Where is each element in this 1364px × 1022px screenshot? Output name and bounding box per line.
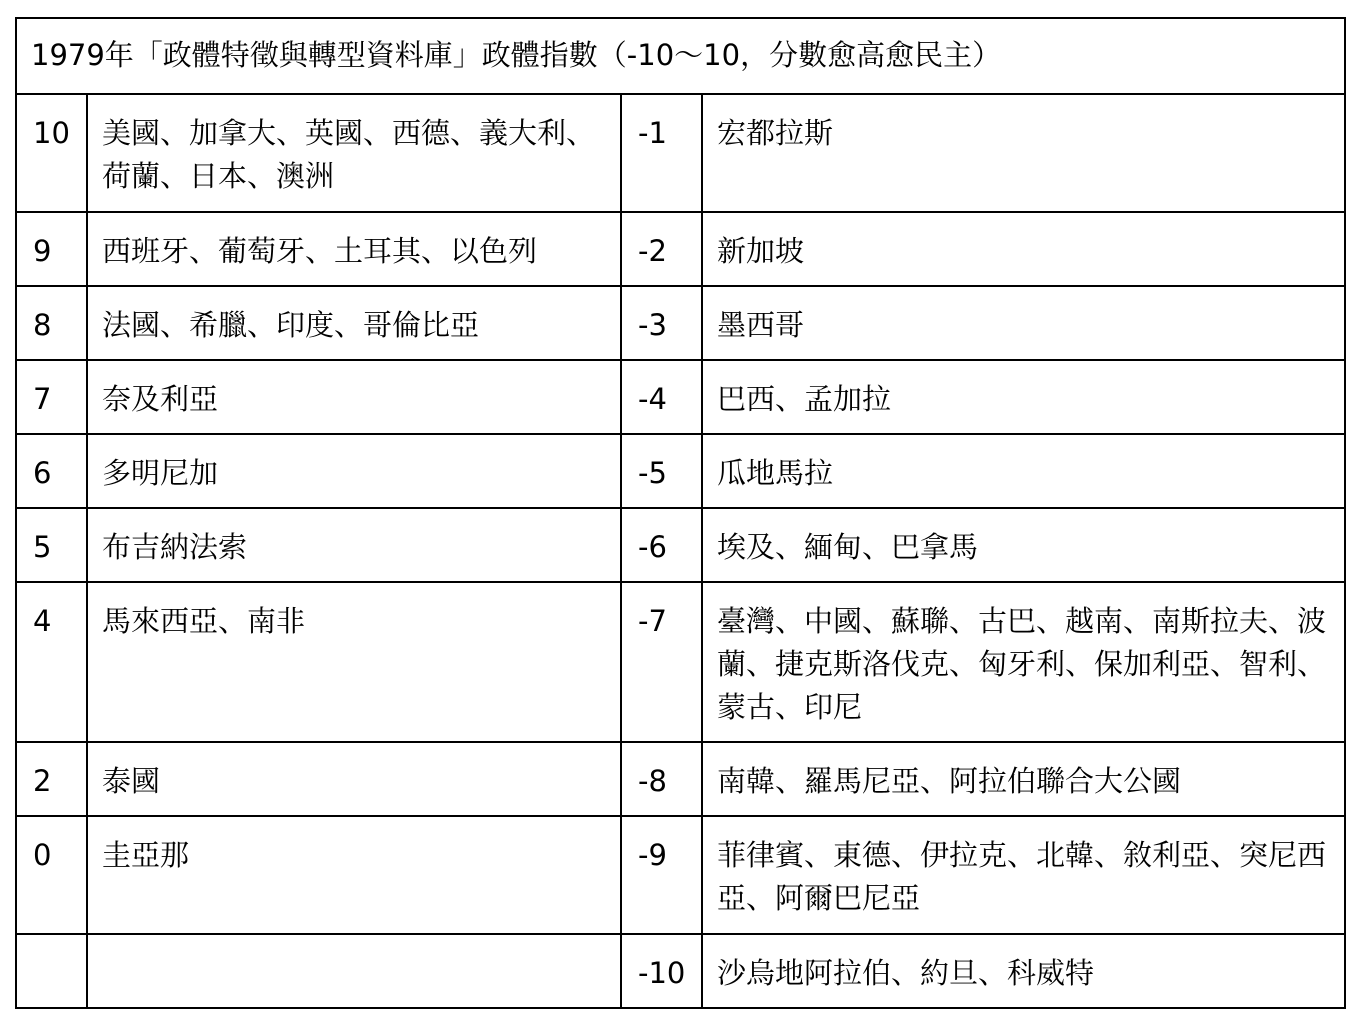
right-score-cell: -1 (621, 94, 702, 212)
table-title-row (16, 18, 1345, 94)
right-countries-cell: 新加坡 (702, 212, 1345, 286)
right-countries-cell: 南韓、羅馬尼亞、阿拉伯聯合大公國 (702, 742, 1345, 816)
right-score-cell: -3 (621, 286, 702, 360)
left-countries-cell: 馬來西亞、南非 (87, 582, 621, 742)
right-score-cell: -5 (621, 434, 702, 508)
table-row (16, 742, 1345, 816)
right-countries-cell: 宏都拉斯 (702, 94, 1345, 212)
table-row (16, 508, 1345, 582)
right-countries-cell: 巴西、孟加拉 (702, 360, 1345, 434)
polity-index-table (15, 17, 1346, 1009)
right-score-cell: -8 (621, 742, 702, 816)
left-score-cell: 7 (16, 360, 87, 434)
left-countries-cell: 泰國 (87, 742, 621, 816)
right-countries-cell: 臺灣、中國、蘇聯、古巴、越南、南斯拉夫、波蘭、捷克斯洛伐克、匈牙利、保加利亞、智利、蒙古、印尼 (702, 582, 1345, 742)
left-score-cell: 10 (16, 94, 87, 212)
right-score-cell: -4 (621, 360, 702, 434)
table-row (16, 212, 1345, 286)
right-countries-cell: 瓜地馬拉 (702, 434, 1345, 508)
left-countries-cell (87, 934, 621, 1008)
left-countries-cell: 布吉納法索 (87, 508, 621, 582)
right-countries-cell: 墨西哥 (702, 286, 1345, 360)
left-countries-cell: 西班牙、葡萄牙、土耳其、以色列 (87, 212, 621, 286)
left-score-cell: 6 (16, 434, 87, 508)
right-score-cell: -2 (621, 212, 702, 286)
right-score-cell: -9 (621, 816, 702, 934)
table-row (16, 582, 1345, 742)
left-score-cell: 9 (16, 212, 87, 286)
left-countries-cell: 多明尼加 (87, 434, 621, 508)
table-title: 1979年「政體特徵與轉型資料庫」政體指數（-10～10，分數愈高愈民主） (16, 18, 1345, 94)
right-score-cell: -7 (621, 582, 702, 742)
table-row (16, 94, 1345, 212)
left-score-cell (16, 934, 87, 1008)
left-score-cell: 4 (16, 582, 87, 742)
left-countries-cell: 奈及利亞 (87, 360, 621, 434)
right-countries-cell: 沙烏地阿拉伯、約旦、科威特 (702, 934, 1345, 1008)
right-countries-cell: 埃及、緬甸、巴拿馬 (702, 508, 1345, 582)
left-countries-cell: 法國、希臘、印度、哥倫比亞 (87, 286, 621, 360)
left-score-cell: 5 (16, 508, 87, 582)
left-score-cell: 2 (16, 742, 87, 816)
table-row (16, 360, 1345, 434)
left-countries-cell: 美國、加拿大、英國、西德、義大利、荷蘭、日本、澳洲 (87, 94, 621, 212)
table-row (16, 286, 1345, 360)
right-score-cell: -6 (621, 508, 702, 582)
table-row (16, 934, 1345, 1008)
left-score-cell: 0 (16, 816, 87, 934)
left-countries-cell: 圭亞那 (87, 816, 621, 934)
table-row (16, 434, 1345, 508)
left-score-cell: 8 (16, 286, 87, 360)
right-score-cell: -10 (621, 934, 702, 1008)
table-row (16, 816, 1345, 934)
right-countries-cell: 菲律賓、東德、伊拉克、北韓、敘利亞、突尼西亞、阿爾巴尼亞 (702, 816, 1345, 934)
